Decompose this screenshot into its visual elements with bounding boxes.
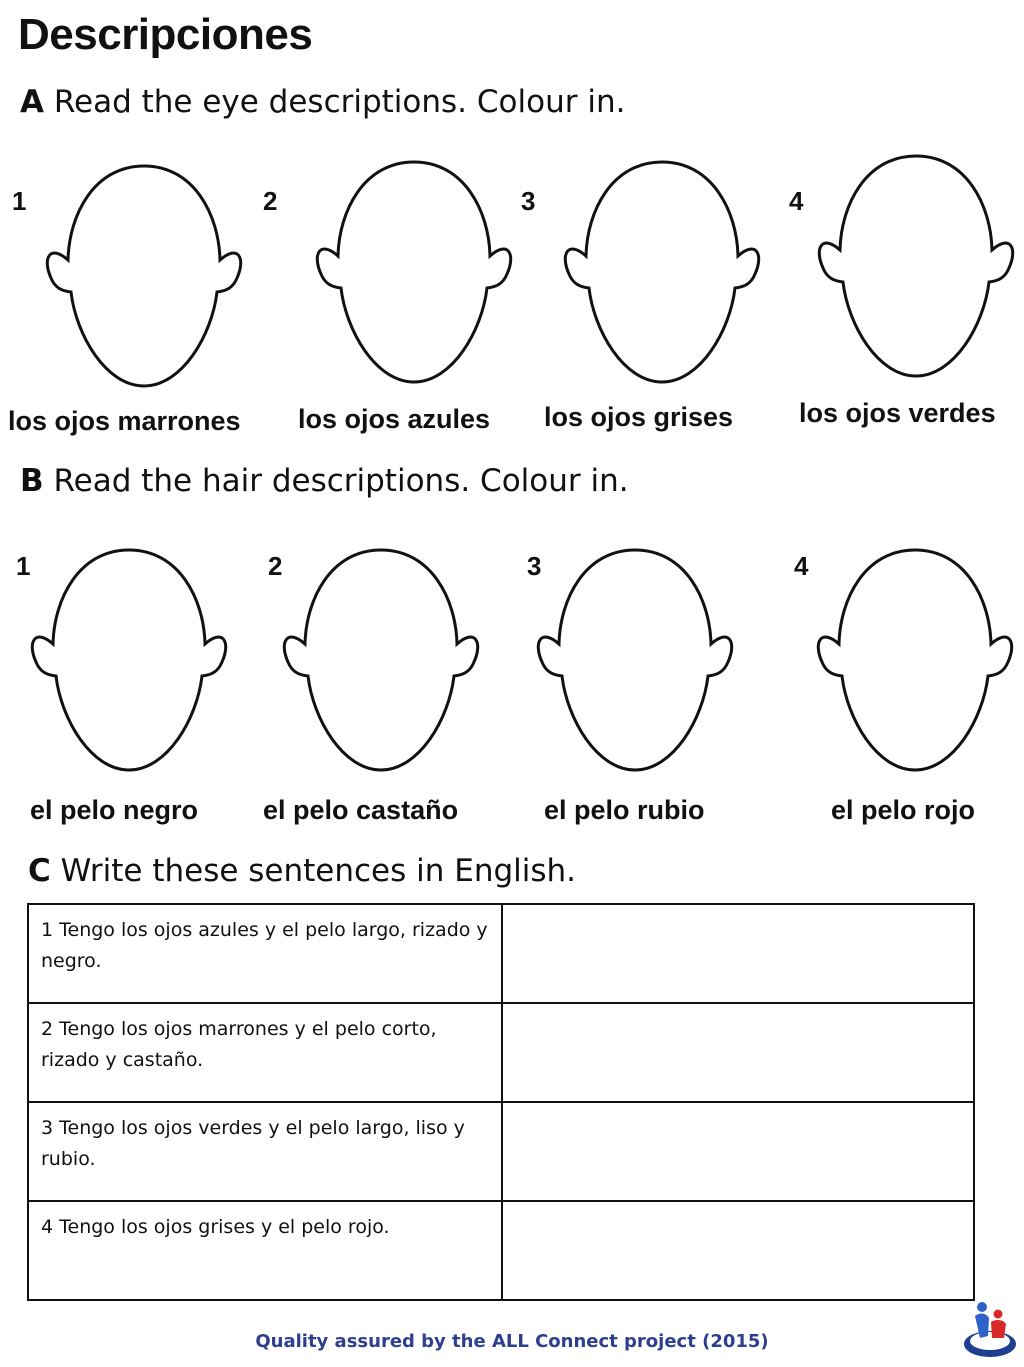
hair-label-2: el pelo castaño: [263, 795, 459, 825]
head-outline-icon: [816, 150, 1012, 380]
eye-label-1: los ojos marrones: [8, 406, 241, 436]
section-b-letter: B: [20, 463, 44, 499]
spanish-sentence-3: 3 Tengo los ojos verdes y el pelo largo, liso y rubio.: [28, 1102, 502, 1201]
table-row: [28, 1102, 974, 1201]
face-outline-hair-4[interactable]: [815, 544, 1011, 774]
eye-number-4: 4: [789, 186, 804, 216]
english-answer-cell-1[interactable]: [502, 904, 974, 1003]
eye-number-3: 3: [521, 186, 536, 216]
head-outline-icon: [281, 544, 477, 774]
face-outline-eyes-4[interactable]: [816, 150, 1012, 380]
face-outline-eyes-3[interactable]: [562, 156, 758, 386]
hair-number-2: 2: [268, 551, 283, 581]
eye-number-2: 2: [263, 186, 278, 216]
hair-number-4: 4: [794, 551, 809, 581]
footer-credit: Quality assured by the ALL Connect project (2015): [255, 1331, 769, 1352]
section-a-text: Read the eye descriptions. Colour in.: [44, 84, 626, 120]
hair-number-1: 1: [16, 551, 31, 581]
head-outline-icon: [44, 160, 240, 390]
hair-label-3: el pelo rubio: [544, 795, 705, 825]
english-answer-cell-3[interactable]: [502, 1102, 974, 1201]
spanish-sentence-1: 1 Tengo los ojos azules y el pelo largo, rizado y negro.: [28, 904, 502, 1003]
head-outline-icon: [535, 544, 731, 774]
eye-label-2: los ojos azules: [298, 404, 491, 434]
section-c-heading: [28, 853, 576, 889]
eye-label-3: los ojos grises: [544, 402, 734, 432]
table-row: [28, 1201, 974, 1300]
english-answer-cell-4[interactable]: [502, 1201, 974, 1300]
all-connect-logo-icon: [962, 1300, 1018, 1367]
page-title: Descripciones: [18, 10, 313, 59]
hair-label-1: el pelo negro: [30, 795, 199, 825]
face-outline-hair-2[interactable]: [281, 544, 477, 774]
hair-label-4: el pelo rojo: [831, 795, 976, 825]
english-answer-cell-2[interactable]: [502, 1003, 974, 1102]
section-c-text: Write these sentences in English.: [50, 853, 577, 889]
face-outline-hair-1[interactable]: [29, 544, 225, 774]
spanish-sentence-2: 2 Tengo los ojos marrones y el pelo corto, rizado y castaño.: [28, 1003, 502, 1102]
table-row: [28, 904, 974, 1003]
eye-number-1: 1: [12, 186, 27, 216]
section-b-heading: [20, 463, 629, 499]
eye-label-4: los ojos verdes: [799, 398, 996, 428]
head-outline-icon: [314, 156, 510, 386]
section-b-text: Read the hair descriptions. Colour in.: [43, 463, 629, 499]
section-a-letter: A: [20, 84, 44, 120]
face-outline-eyes-2[interactable]: [314, 156, 510, 386]
section-c-letter: C: [28, 853, 51, 889]
head-outline-icon: [815, 544, 1011, 774]
table-row: [28, 1003, 974, 1102]
spanish-sentence-4: 4 Tengo los ojos grises y el pelo rojo.: [28, 1201, 502, 1300]
head-outline-icon: [562, 156, 758, 386]
translation-table: [27, 903, 975, 1301]
face-outline-eyes-1[interactable]: [44, 160, 240, 390]
face-outline-hair-3[interactable]: [535, 544, 731, 774]
hair-number-3: 3: [527, 551, 542, 581]
section-a-heading: [20, 84, 625, 120]
head-outline-icon: [29, 544, 225, 774]
